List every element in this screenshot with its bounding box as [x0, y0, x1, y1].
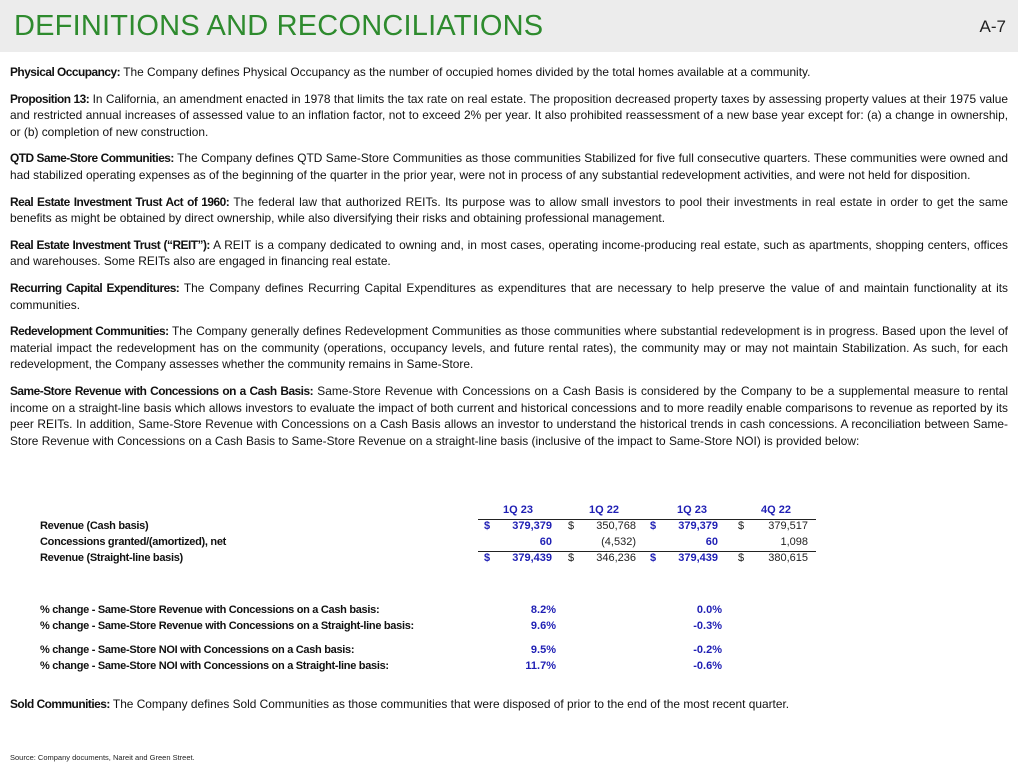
table-row — [38, 552, 818, 568]
pct-row — [38, 644, 818, 660]
definition-term: Same-Store Revenue with Concessions on a Cash Basis: — [10, 383, 314, 398]
row-label: % change - Same-Store NOI with Concessions on a Cash basis: — [40, 644, 355, 656]
table-cell: 379,439 — [512, 552, 552, 564]
column-header: 4Q 22 — [761, 504, 791, 516]
definitions-list — [10, 64, 1008, 459]
definition-term: Proposition 13: — [10, 91, 90, 106]
definition-term: Real Estate Investment Trust Act of 1960: — [10, 194, 230, 209]
definition-reit-act-1960 — [10, 194, 1008, 227]
definition-text: The Company defines Physical Occupancy as the number of occupied homes divided by the total homes available at a community. — [120, 65, 811, 79]
reconciliation-table — [38, 504, 818, 676]
table-header-row — [38, 504, 818, 520]
definition-term: QTD Same-Store Communities: — [10, 151, 174, 166]
definition-redevelopment — [10, 323, 1008, 373]
column-header: 1Q 22 — [589, 504, 619, 516]
source-note: Source: Company documents, Nareit and Green Street. — [10, 753, 195, 762]
row-label: % change - Same-Store NOI with Concessions on a Straight-line basis: — [40, 660, 389, 672]
definition-sold-communities — [10, 696, 1008, 713]
definition-term: Physical Occupancy: — [10, 65, 121, 79]
table-cell: 379,379 — [678, 520, 718, 532]
definition-text: The Company defines Recurring Capital Expenditures as expenditures that are necessary to help preserve the value of and maintain functionality at its communities. — [10, 280, 1009, 312]
table-cell: 1,098 — [780, 536, 808, 548]
definition-same-store-revenue — [10, 383, 1008, 449]
table-cell: 380,615 — [768, 552, 808, 564]
table-cell: 379,439 — [678, 552, 718, 564]
page-header — [0, 0, 1018, 52]
pct-value: 0.0% — [696, 604, 722, 616]
definition-term: Sold Communities: — [10, 697, 110, 711]
pct-value: 9.5% — [530, 644, 556, 656]
currency-symbol: $ — [568, 552, 575, 564]
pct-value: -0.6% — [693, 660, 722, 672]
currency-symbol: $ — [484, 520, 491, 532]
definition-text: The Company defines Sold Communities as those communities that were disposed of prior to the end of the most recent quarter. — [109, 697, 790, 711]
column-header: 1Q 23 — [677, 504, 707, 516]
definition-text: The federal law that authorized REITs. Its purpose was to allow small investors to pool their investments in real estate in order to get the same benefits as might be obtained by direct ownership, while also diversifying their risks and obtaining professional management. — [10, 194, 1008, 226]
page-number: A-7 — [979, 17, 1006, 36]
table-cell: (4,532) — [601, 536, 636, 548]
pct-value: 8.2% — [530, 604, 556, 616]
currency-symbol: $ — [738, 520, 745, 532]
definition-reit — [10, 237, 1008, 270]
definition-term: Real Estate Investment Trust (“REIT”): — [10, 237, 210, 252]
currency-symbol: $ — [568, 520, 575, 532]
pct-value: -0.3% — [693, 620, 722, 632]
row-label: Revenue (Cash basis) — [40, 520, 149, 532]
currency-symbol: $ — [484, 552, 491, 564]
pct-row — [38, 660, 818, 676]
definition-term: Recurring Capital Expenditures: — [10, 280, 180, 295]
pct-value: 9.6% — [530, 620, 556, 632]
table-cell: 379,517 — [768, 520, 808, 532]
definition-text: Same-Store Revenue with Concessions on a Cash Basis is considered by the Company to be a supplemental measure to rental income on a straight-line basis which allows investors to evaluate the impact of both current and historical concessions and to more readily enable comparisons to revenue as reported by its peer REITs. In addition, Same-Store Revenue with Concessions on a Cash Basis allows an investor to understand the historical trends in cash concessions. A reconciliation between Same-Store Revenue with Concessions on a Cash Basis to Same-Store Revenue on a straight-line basis (inclusive of the impact to Same-Store NOI) is provided below: — [10, 383, 1008, 448]
page-title: DEFINITIONS AND RECONCILIATIONS — [14, 10, 544, 42]
table-row — [38, 520, 818, 536]
definition-text: In California, an amendment enacted in 1978 that limits the tax rate on real estate. The proposition decreased property taxes by assessing property values at their 1975 value and restricted annual increases of assessed value to an inflation factor, not to exceed 2% per year. It also prohibited reassessment of a new base year except for: (a) a change in ownership, or (b) completion of new construction. — [10, 91, 1008, 139]
pct-value: -0.2% — [693, 644, 722, 656]
column-header: 1Q 23 — [503, 504, 533, 516]
table-cell: 60 — [705, 536, 718, 548]
pct-value: 11.7% — [525, 660, 556, 672]
definition-text: The Company defines QTD Same-Store Communities as those communities Stabilized for five full consecutive quarters. These communities were owned and had stabilized operating expenses as of the beginning of the quarter in the prior year, were not in process of any substantial redevelopment activities, and were not held for disposition. — [10, 151, 1008, 182]
row-label: Concessions granted/(amortized), net — [40, 536, 227, 548]
currency-symbol: $ — [650, 552, 657, 564]
table-cell: 379,379 — [512, 520, 552, 532]
pct-row — [38, 604, 818, 620]
currency-symbol: $ — [650, 520, 657, 532]
table-cell: 60 — [539, 536, 552, 548]
table-cell: 346,236 — [596, 552, 636, 564]
definition-text: The Company generally defines Redevelopment Communities as those communities where substantial redevelopment is in progress. Based upon the level of material impact the redevelopment has on the community (operations, occupancy levels, and future rental rates), the community may or may not maintain Stabilization. As such, for each redevelopment, the Company assesses whether the community remains in Same-Store. — [10, 324, 1008, 372]
definition-text: A REIT is a company dedicated to owning and, in most cases, operating income-producing real estate, such as apartments, shopping centers, offices and warehouses. Some REITs also are engaged in financing real estate. — [10, 237, 1008, 269]
definition-recurring-capex — [10, 280, 1008, 313]
definition-term: Redevelopment Communities: — [10, 324, 169, 339]
row-label: % change - Same-Store Revenue with Concessions on a Straight-line basis: — [40, 620, 414, 632]
row-label: Revenue (Straight-line basis) — [40, 552, 183, 564]
currency-symbol: $ — [738, 552, 745, 564]
definition-physical-occupancy — [10, 64, 1008, 81]
definition-qtd-same-store — [10, 150, 1008, 183]
row-label: % change - Same-Store Revenue with Concessions on a Cash basis: — [40, 604, 380, 616]
table-row — [38, 536, 818, 552]
definition-proposition-13 — [10, 91, 1008, 141]
pct-row — [38, 620, 818, 636]
table-cell: 350,768 — [596, 520, 636, 532]
